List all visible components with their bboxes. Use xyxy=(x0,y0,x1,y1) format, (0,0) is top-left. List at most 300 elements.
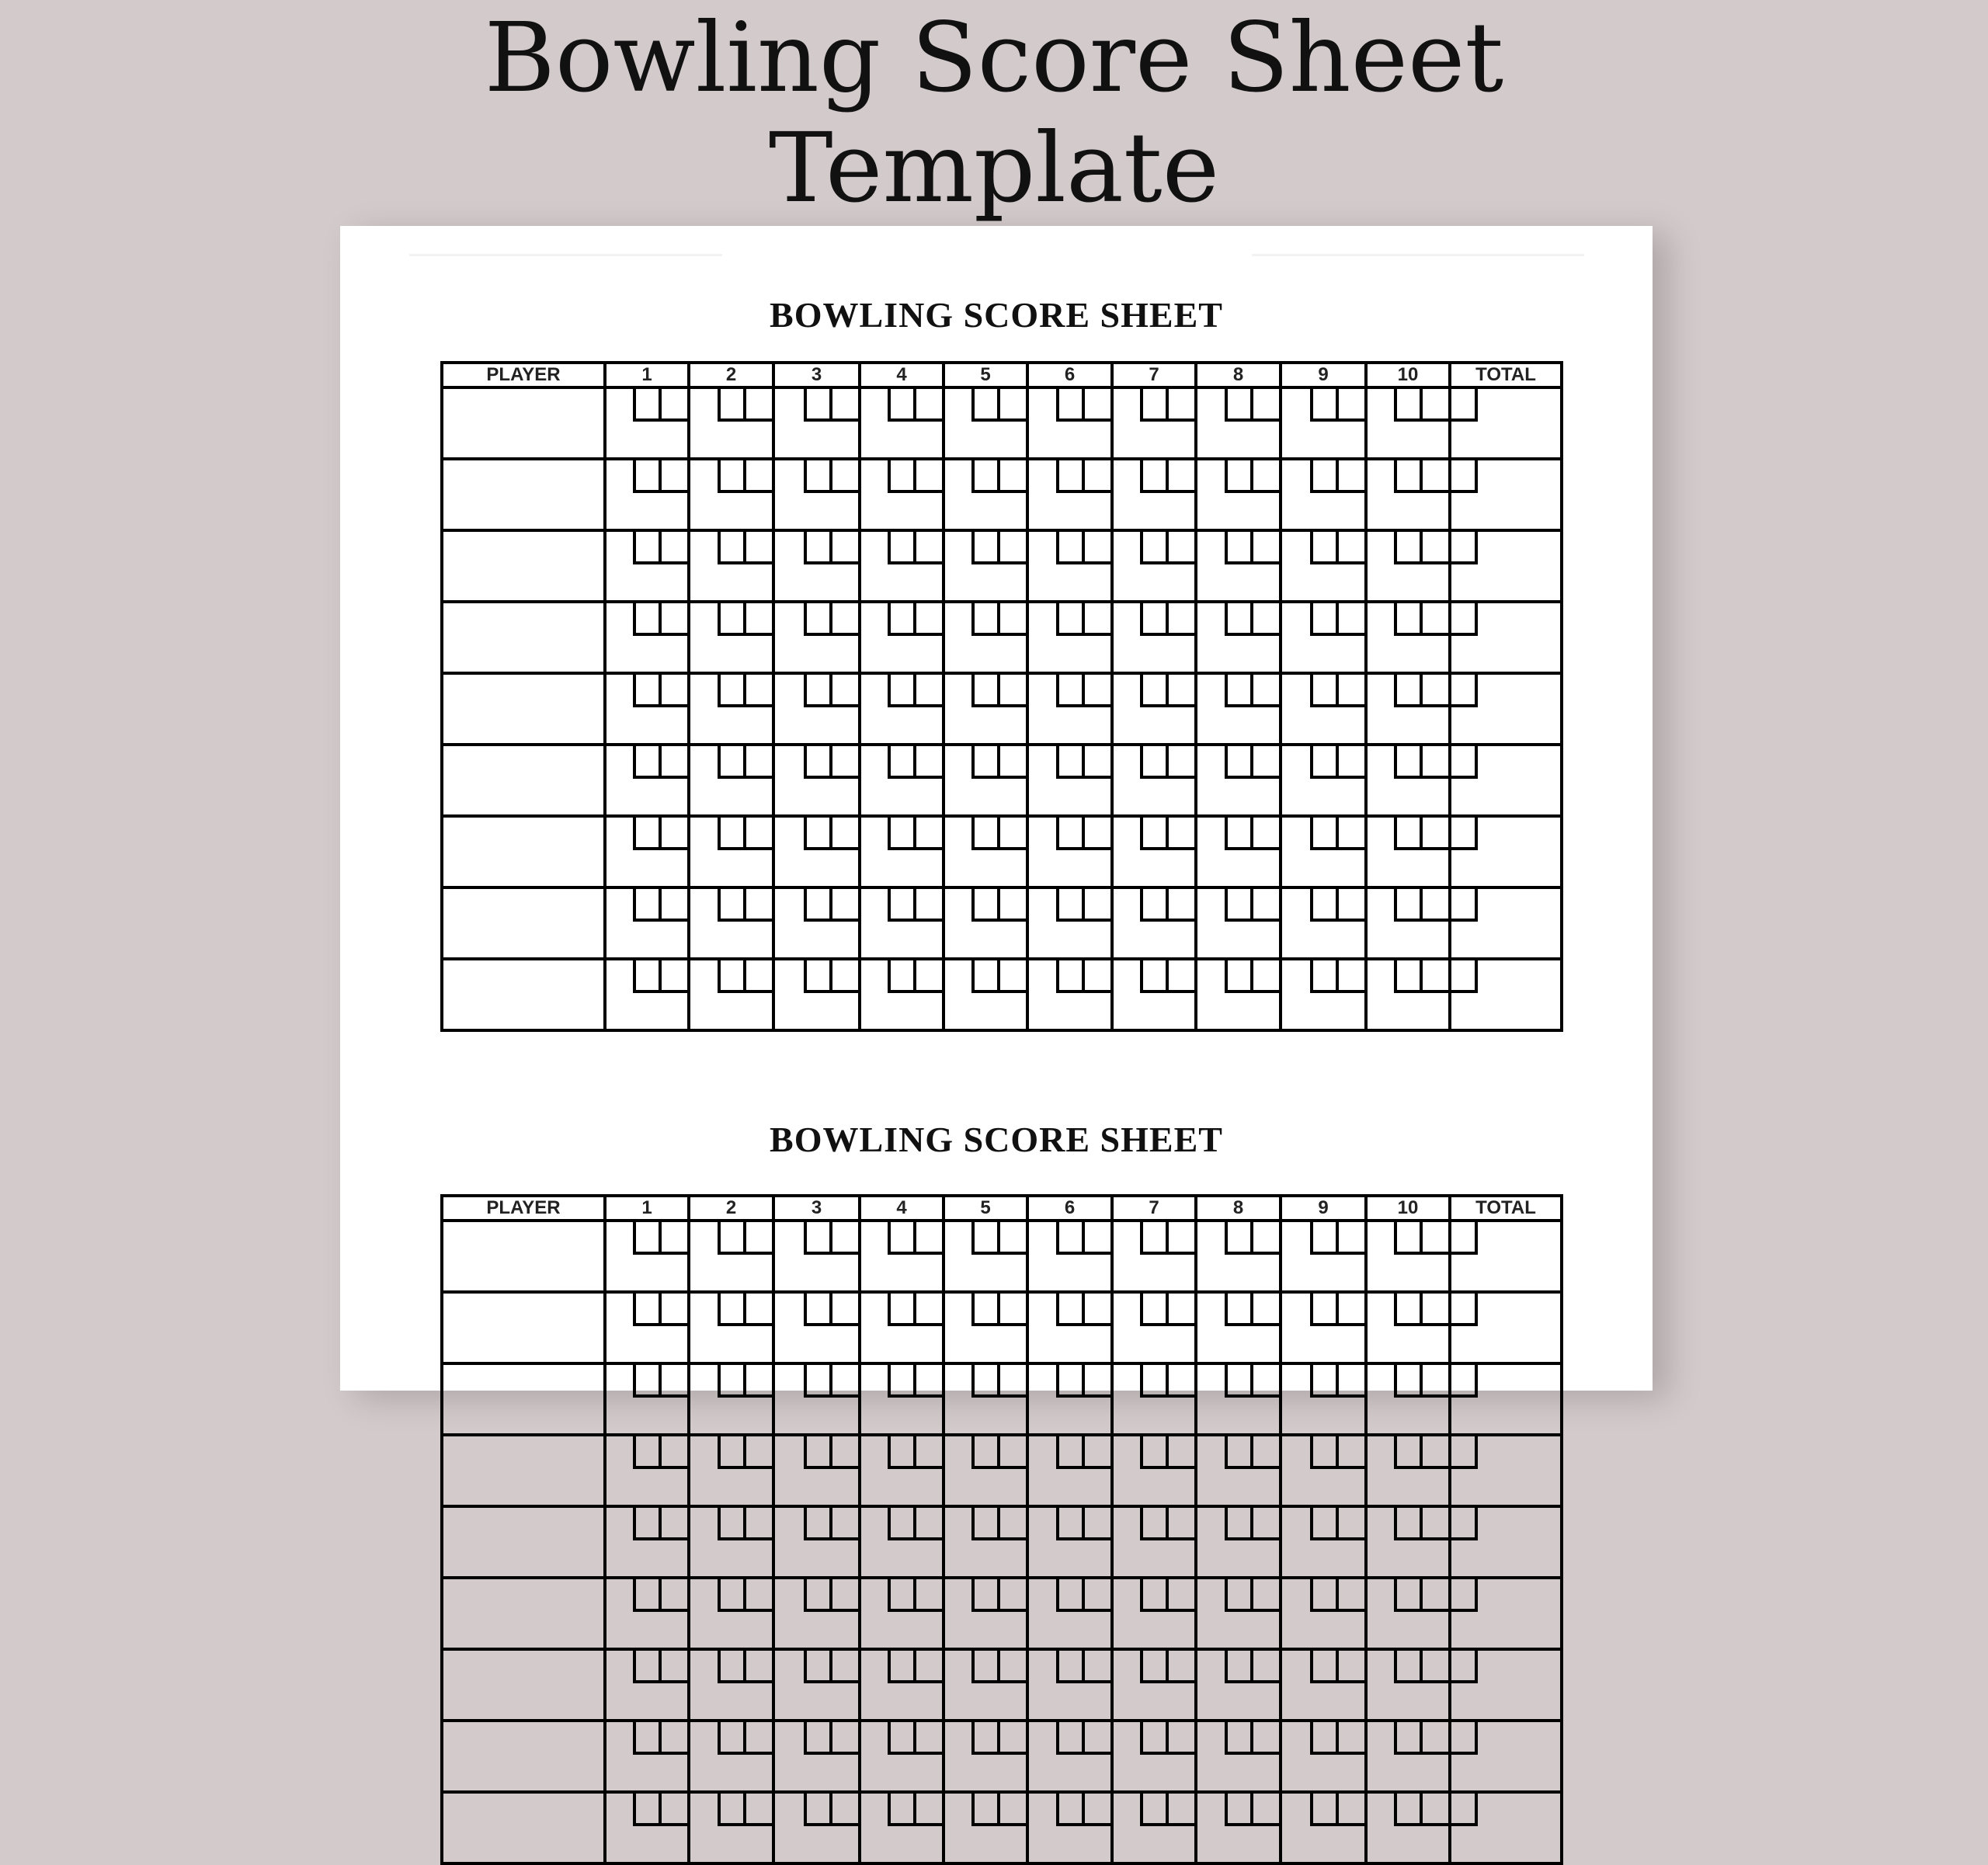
ball-box[interactable] xyxy=(807,1436,832,1466)
frame-cell[interactable] xyxy=(1027,673,1112,745)
player-name-cell[interactable] xyxy=(442,673,605,745)
ball-box[interactable] xyxy=(1169,1294,1194,1323)
frame-cell[interactable] xyxy=(605,1649,689,1721)
ball-boxes[interactable] xyxy=(1310,1365,1364,1398)
ball-box[interactable] xyxy=(1397,746,1423,776)
ball-boxes[interactable] xyxy=(1310,675,1364,707)
ball-box[interactable] xyxy=(1339,675,1364,704)
ball-box[interactable] xyxy=(1339,1294,1364,1323)
ball-boxes[interactable] xyxy=(971,1722,1026,1755)
ball-box[interactable] xyxy=(975,603,1000,633)
frame-10-bonus-box[interactable] xyxy=(1451,389,1478,422)
frame-cell[interactable] xyxy=(860,1363,944,1435)
frame-10-bonus-box[interactable] xyxy=(1451,1722,1478,1755)
ball-box[interactable] xyxy=(1169,1722,1194,1752)
ball-box[interactable] xyxy=(832,1365,858,1394)
frame-cell[interactable] xyxy=(860,459,944,530)
ball-boxes[interactable] xyxy=(1140,1436,1194,1469)
ball-box[interactable] xyxy=(1423,1436,1448,1466)
ball-box[interactable] xyxy=(1169,746,1194,776)
player-name-cell[interactable] xyxy=(442,1292,605,1363)
frame-10-bonus-box[interactable] xyxy=(1451,1794,1478,1826)
ball-boxes[interactable] xyxy=(971,1365,1026,1398)
ball-boxes[interactable] xyxy=(804,746,858,779)
ball-box[interactable] xyxy=(721,603,746,633)
ball-box[interactable] xyxy=(1423,1508,1448,1537)
ball-box[interactable] xyxy=(1000,818,1026,847)
frame-cell[interactable] xyxy=(944,459,1027,530)
frame-cell[interactable] xyxy=(1281,1792,1366,1863)
ball-box[interactable] xyxy=(1339,1794,1364,1823)
ball-box[interactable] xyxy=(1397,1794,1423,1823)
ball-boxes[interactable] xyxy=(633,818,687,850)
frame-cell[interactable] xyxy=(773,673,860,745)
ball-box[interactable] xyxy=(1253,675,1279,704)
frame-cell[interactable] xyxy=(944,1363,1027,1435)
ball-box[interactable] xyxy=(1313,1222,1339,1252)
ball-boxes[interactable] xyxy=(888,746,942,779)
frame-cell[interactable] xyxy=(773,1363,860,1435)
total-cell[interactable] xyxy=(1450,1221,1562,1292)
ball-boxes[interactable] xyxy=(971,889,1026,922)
ball-boxes[interactable] xyxy=(1310,460,1364,493)
ball-box[interactable] xyxy=(1143,1579,1169,1609)
frame-cell[interactable] xyxy=(944,1435,1027,1506)
ball-boxes[interactable] xyxy=(1394,1222,1448,1255)
ball-box[interactable] xyxy=(636,603,662,633)
ball-boxes[interactable] xyxy=(718,1294,772,1326)
ball-boxes[interactable] xyxy=(1225,603,1279,636)
ball-boxes[interactable] xyxy=(1140,1508,1194,1540)
ball-boxes[interactable] xyxy=(633,1651,687,1683)
ball-boxes[interactable] xyxy=(1225,960,1279,993)
ball-boxes[interactable] xyxy=(888,889,942,922)
ball-box[interactable] xyxy=(891,1365,916,1394)
ball-box[interactable] xyxy=(1000,1294,1026,1323)
ball-box[interactable] xyxy=(1253,460,1279,490)
ball-boxes[interactable] xyxy=(1056,1722,1110,1755)
frame-cell[interactable] xyxy=(1366,1578,1450,1649)
frame-10-bonus-box[interactable] xyxy=(1451,1222,1478,1255)
total-cell[interactable] xyxy=(1450,1363,1562,1435)
frame-10-bonus-box[interactable] xyxy=(1451,603,1478,636)
frame-cell[interactable] xyxy=(773,887,860,959)
ball-boxes[interactable] xyxy=(1056,1436,1110,1469)
ball-box[interactable] xyxy=(1085,1651,1110,1680)
ball-box[interactable] xyxy=(832,960,858,990)
frame-cell[interactable] xyxy=(689,530,773,602)
ball-box[interactable] xyxy=(662,1365,687,1394)
frame-cell[interactable] xyxy=(860,1721,944,1792)
ball-boxes[interactable] xyxy=(1225,1436,1279,1469)
ball-box[interactable] xyxy=(662,818,687,847)
ball-box[interactable] xyxy=(1143,1651,1169,1680)
ball-box[interactable] xyxy=(1397,1222,1423,1252)
ball-boxes[interactable] xyxy=(1225,389,1279,422)
ball-box[interactable] xyxy=(1143,889,1169,919)
ball-boxes[interactable] xyxy=(971,1436,1026,1469)
frame-cell[interactable] xyxy=(1027,1363,1112,1435)
frame-cell[interactable] xyxy=(605,816,689,887)
frame-cell[interactable] xyxy=(1281,1221,1366,1292)
ball-boxes[interactable] xyxy=(718,532,772,564)
frame-cell[interactable] xyxy=(773,745,860,816)
frame-cell[interactable] xyxy=(1281,887,1366,959)
ball-box[interactable] xyxy=(891,1579,916,1609)
ball-box[interactable] xyxy=(1169,675,1194,704)
ball-box[interactable] xyxy=(1085,1794,1110,1823)
ball-boxes[interactable] xyxy=(1056,1579,1110,1612)
frame-cell[interactable] xyxy=(689,387,773,459)
frame-10-bonus-box[interactable] xyxy=(1451,460,1478,493)
ball-box[interactable] xyxy=(721,818,746,847)
frame-cell[interactable] xyxy=(860,1506,944,1578)
ball-box[interactable] xyxy=(1253,960,1279,990)
ball-box[interactable] xyxy=(1143,1794,1169,1823)
ball-box[interactable] xyxy=(1228,960,1253,990)
frame-cell[interactable] xyxy=(689,745,773,816)
ball-box[interactable] xyxy=(636,675,662,704)
player-name-cell[interactable] xyxy=(442,1721,605,1792)
ball-boxes[interactable] xyxy=(633,389,687,422)
ball-box[interactable] xyxy=(832,1722,858,1752)
ball-box[interactable] xyxy=(1085,1365,1110,1394)
ball-box[interactable] xyxy=(1085,1436,1110,1466)
ball-box[interactable] xyxy=(1085,1722,1110,1752)
player-name-cell[interactable] xyxy=(442,959,605,1030)
ball-boxes[interactable] xyxy=(1225,1508,1279,1540)
ball-box[interactable] xyxy=(1000,1365,1026,1394)
ball-boxes[interactable] xyxy=(1056,1651,1110,1683)
ball-box[interactable] xyxy=(1000,675,1026,704)
ball-box[interactable] xyxy=(1423,1365,1448,1394)
frame-cell[interactable] xyxy=(1112,1435,1196,1506)
ball-boxes[interactable] xyxy=(1056,746,1110,779)
ball-boxes[interactable] xyxy=(804,1722,858,1755)
ball-box[interactable] xyxy=(807,603,832,633)
ball-boxes[interactable] xyxy=(1310,603,1364,636)
ball-boxes[interactable] xyxy=(1225,460,1279,493)
ball-boxes[interactable] xyxy=(888,1794,942,1826)
ball-box[interactable] xyxy=(662,603,687,633)
ball-box[interactable] xyxy=(807,675,832,704)
ball-box[interactable] xyxy=(1000,1651,1026,1680)
frame-cell[interactable] xyxy=(605,530,689,602)
ball-box[interactable] xyxy=(1313,1579,1339,1609)
ball-box[interactable] xyxy=(721,532,746,561)
ball-box[interactable] xyxy=(662,1722,687,1752)
ball-boxes[interactable] xyxy=(804,960,858,993)
ball-box[interactable] xyxy=(662,889,687,919)
ball-box[interactable] xyxy=(1228,1294,1253,1323)
frame-cell[interactable] xyxy=(689,602,773,673)
ball-box[interactable] xyxy=(746,603,772,633)
ball-box[interactable] xyxy=(975,1794,1000,1823)
ball-box[interactable] xyxy=(1397,1579,1423,1609)
frame-cell[interactable] xyxy=(773,1221,860,1292)
frame-cell[interactable] xyxy=(1196,387,1281,459)
ball-box[interactable] xyxy=(1339,1222,1364,1252)
ball-box[interactable] xyxy=(746,1722,772,1752)
ball-box[interactable] xyxy=(746,1651,772,1680)
frame-cell[interactable] xyxy=(1281,816,1366,887)
ball-boxes[interactable] xyxy=(718,818,772,850)
ball-boxes[interactable] xyxy=(633,1365,687,1398)
ball-box[interactable] xyxy=(1423,818,1448,847)
ball-box[interactable] xyxy=(636,889,662,919)
ball-box[interactable] xyxy=(1423,960,1448,990)
frame-cell[interactable] xyxy=(1366,673,1450,745)
ball-box[interactable] xyxy=(746,889,772,919)
frame-cell[interactable] xyxy=(689,1363,773,1435)
frame-cell[interactable] xyxy=(1027,530,1112,602)
frame-cell[interactable] xyxy=(1112,387,1196,459)
ball-box[interactable] xyxy=(746,960,772,990)
ball-boxes[interactable] xyxy=(1394,1294,1448,1326)
frame-cell[interactable] xyxy=(1196,887,1281,959)
ball-box[interactable] xyxy=(636,1651,662,1680)
ball-boxes[interactable] xyxy=(1310,1794,1364,1826)
frame-10-bonus-box[interactable] xyxy=(1451,1294,1478,1326)
ball-box[interactable] xyxy=(1143,532,1169,561)
frame-cell[interactable] xyxy=(1281,530,1366,602)
total-cell[interactable] xyxy=(1450,1506,1562,1578)
ball-box[interactable] xyxy=(807,1722,832,1752)
ball-box[interactable] xyxy=(746,1436,772,1466)
ball-box[interactable] xyxy=(916,1365,942,1394)
ball-boxes[interactable] xyxy=(718,675,772,707)
ball-box[interactable] xyxy=(1339,1365,1364,1394)
frame-cell[interactable] xyxy=(1366,1721,1450,1792)
frame-cell[interactable] xyxy=(773,1506,860,1578)
ball-boxes[interactable] xyxy=(1225,1365,1279,1398)
ball-boxes[interactable] xyxy=(1056,1508,1110,1540)
ball-box[interactable] xyxy=(1339,1651,1364,1680)
player-name-cell[interactable] xyxy=(442,1435,605,1506)
ball-box[interactable] xyxy=(1143,675,1169,704)
frame-cell[interactable] xyxy=(773,1578,860,1649)
ball-box[interactable] xyxy=(636,1722,662,1752)
frame-cell[interactable] xyxy=(1366,1363,1450,1435)
frame-cell[interactable] xyxy=(1112,1578,1196,1649)
ball-boxes[interactable] xyxy=(971,1794,1026,1826)
ball-boxes[interactable] xyxy=(804,1294,858,1326)
ball-boxes[interactable] xyxy=(804,1436,858,1469)
ball-box[interactable] xyxy=(1253,1222,1279,1252)
ball-box[interactable] xyxy=(1059,1222,1085,1252)
ball-box[interactable] xyxy=(636,1579,662,1609)
frame-cell[interactable] xyxy=(860,745,944,816)
frame-cell[interactable] xyxy=(1366,1792,1450,1863)
ball-box[interactable] xyxy=(721,1294,746,1323)
ball-box[interactable] xyxy=(746,1508,772,1537)
frame-cell[interactable] xyxy=(689,1506,773,1578)
ball-boxes[interactable] xyxy=(888,603,942,636)
ball-box[interactable] xyxy=(1000,1579,1026,1609)
ball-boxes[interactable] xyxy=(804,675,858,707)
ball-box[interactable] xyxy=(832,603,858,633)
ball-box[interactable] xyxy=(916,460,942,490)
frame-10-bonus-box[interactable] xyxy=(1451,889,1478,922)
ball-boxes[interactable] xyxy=(718,746,772,779)
ball-box[interactable] xyxy=(1169,1794,1194,1823)
ball-box[interactable] xyxy=(916,532,942,561)
frame-cell[interactable] xyxy=(689,1221,773,1292)
ball-box[interactable] xyxy=(916,1722,942,1752)
player-name-cell[interactable] xyxy=(442,602,605,673)
frame-cell[interactable] xyxy=(689,1649,773,1721)
frame-cell[interactable] xyxy=(860,887,944,959)
ball-box[interactable] xyxy=(832,1579,858,1609)
frame-cell[interactable] xyxy=(1196,459,1281,530)
ball-boxes[interactable] xyxy=(1056,603,1110,636)
ball-box[interactable] xyxy=(1339,532,1364,561)
ball-box[interactable] xyxy=(1397,1294,1423,1323)
frame-cell[interactable] xyxy=(605,1506,689,1578)
ball-box[interactable] xyxy=(1000,960,1026,990)
ball-box[interactable] xyxy=(1339,889,1364,919)
frame-cell[interactable] xyxy=(1196,1721,1281,1792)
ball-box[interactable] xyxy=(662,1651,687,1680)
frame-cell[interactable] xyxy=(1112,1649,1196,1721)
frame-cell[interactable] xyxy=(860,1578,944,1649)
ball-box[interactable] xyxy=(1339,1508,1364,1537)
ball-box[interactable] xyxy=(1313,675,1339,704)
ball-boxes[interactable] xyxy=(1394,889,1448,922)
ball-box[interactable] xyxy=(1339,1436,1364,1466)
ball-boxes[interactable] xyxy=(804,818,858,850)
ball-box[interactable] xyxy=(1228,532,1253,561)
ball-box[interactable] xyxy=(975,1294,1000,1323)
ball-boxes[interactable] xyxy=(1310,960,1364,993)
ball-box[interactable] xyxy=(1169,1222,1194,1252)
ball-box[interactable] xyxy=(1339,960,1364,990)
ball-box[interactable] xyxy=(916,818,942,847)
ball-box[interactable] xyxy=(807,389,832,418)
ball-box[interactable] xyxy=(916,889,942,919)
ball-box[interactable] xyxy=(1085,532,1110,561)
ball-boxes[interactable] xyxy=(1225,532,1279,564)
frame-cell[interactable] xyxy=(860,1792,944,1863)
frame-10-bonus-box[interactable] xyxy=(1451,746,1478,779)
frame-cell[interactable] xyxy=(773,959,860,1030)
ball-boxes[interactable] xyxy=(718,460,772,493)
frame-10-bonus-box[interactable] xyxy=(1451,818,1478,850)
ball-box[interactable] xyxy=(891,746,916,776)
frame-cell[interactable] xyxy=(1281,1435,1366,1506)
ball-box[interactable] xyxy=(1143,818,1169,847)
ball-box[interactable] xyxy=(1423,889,1448,919)
frame-cell[interactable] xyxy=(1112,673,1196,745)
ball-boxes[interactable] xyxy=(888,1294,942,1326)
ball-boxes[interactable] xyxy=(1394,1365,1448,1398)
frame-cell[interactable] xyxy=(1027,1292,1112,1363)
frame-10-bonus-box[interactable] xyxy=(1451,1651,1478,1683)
ball-box[interactable] xyxy=(1253,889,1279,919)
total-cell[interactable] xyxy=(1450,530,1562,602)
frame-cell[interactable] xyxy=(689,816,773,887)
ball-boxes[interactable] xyxy=(1140,1794,1194,1826)
ball-boxes[interactable] xyxy=(1394,675,1448,707)
frame-cell[interactable] xyxy=(689,1792,773,1863)
ball-boxes[interactable] xyxy=(1225,1222,1279,1255)
ball-box[interactable] xyxy=(832,1508,858,1537)
frame-cell[interactable] xyxy=(1196,1292,1281,1363)
ball-boxes[interactable] xyxy=(971,1579,1026,1612)
frame-cell[interactable] xyxy=(1281,959,1366,1030)
ball-box[interactable] xyxy=(1000,532,1026,561)
ball-box[interactable] xyxy=(1059,1436,1085,1466)
frame-cell[interactable] xyxy=(605,1721,689,1792)
ball-box[interactable] xyxy=(975,1579,1000,1609)
frame-cell[interactable] xyxy=(1281,602,1366,673)
ball-box[interactable] xyxy=(746,1294,772,1323)
ball-boxes[interactable] xyxy=(1225,746,1279,779)
player-name-cell[interactable] xyxy=(442,1792,605,1863)
ball-box[interactable] xyxy=(1253,1365,1279,1394)
ball-boxes[interactable] xyxy=(1056,960,1110,993)
ball-box[interactable] xyxy=(916,1508,942,1537)
ball-box[interactable] xyxy=(916,1794,942,1823)
ball-boxes[interactable] xyxy=(971,960,1026,993)
ball-boxes[interactable] xyxy=(1394,1651,1448,1683)
ball-boxes[interactable] xyxy=(1394,460,1448,493)
frame-cell[interactable] xyxy=(860,1221,944,1292)
ball-boxes[interactable] xyxy=(1225,889,1279,922)
ball-box[interactable] xyxy=(916,603,942,633)
ball-boxes[interactable] xyxy=(633,1722,687,1755)
ball-box[interactable] xyxy=(1339,389,1364,418)
ball-box[interactable] xyxy=(1000,1722,1026,1752)
ball-boxes[interactable] xyxy=(1140,1579,1194,1612)
ball-box[interactable] xyxy=(891,1222,916,1252)
ball-box[interactable] xyxy=(1339,1579,1364,1609)
frame-cell[interactable] xyxy=(860,1292,944,1363)
frame-cell[interactable] xyxy=(605,459,689,530)
ball-box[interactable] xyxy=(1169,818,1194,847)
ball-box[interactable] xyxy=(636,818,662,847)
ball-boxes[interactable] xyxy=(633,746,687,779)
ball-boxes[interactable] xyxy=(1310,1508,1364,1540)
ball-box[interactable] xyxy=(1397,960,1423,990)
frame-cell[interactable] xyxy=(944,1578,1027,1649)
ball-box[interactable] xyxy=(1253,389,1279,418)
ball-box[interactable] xyxy=(1085,1508,1110,1537)
frame-cell[interactable] xyxy=(1027,459,1112,530)
ball-boxes[interactable] xyxy=(1225,1651,1279,1683)
ball-box[interactable] xyxy=(1397,1651,1423,1680)
ball-box[interactable] xyxy=(1169,889,1194,919)
ball-box[interactable] xyxy=(1059,389,1085,418)
ball-boxes[interactable] xyxy=(1310,389,1364,422)
ball-boxes[interactable] xyxy=(971,1508,1026,1540)
frame-cell[interactable] xyxy=(773,1649,860,1721)
ball-box[interactable] xyxy=(1423,1579,1448,1609)
ball-box[interactable] xyxy=(1059,1651,1085,1680)
ball-box[interactable] xyxy=(1000,460,1026,490)
frame-cell[interactable] xyxy=(1027,1792,1112,1863)
ball-box[interactable] xyxy=(891,889,916,919)
ball-boxes[interactable] xyxy=(633,532,687,564)
ball-boxes[interactable] xyxy=(971,389,1026,422)
ball-box[interactable] xyxy=(891,1508,916,1537)
ball-box[interactable] xyxy=(1169,603,1194,633)
ball-box[interactable] xyxy=(1085,675,1110,704)
ball-box[interactable] xyxy=(662,960,687,990)
ball-box[interactable] xyxy=(975,532,1000,561)
ball-boxes[interactable] xyxy=(633,1436,687,1469)
ball-box[interactable] xyxy=(636,1794,662,1823)
